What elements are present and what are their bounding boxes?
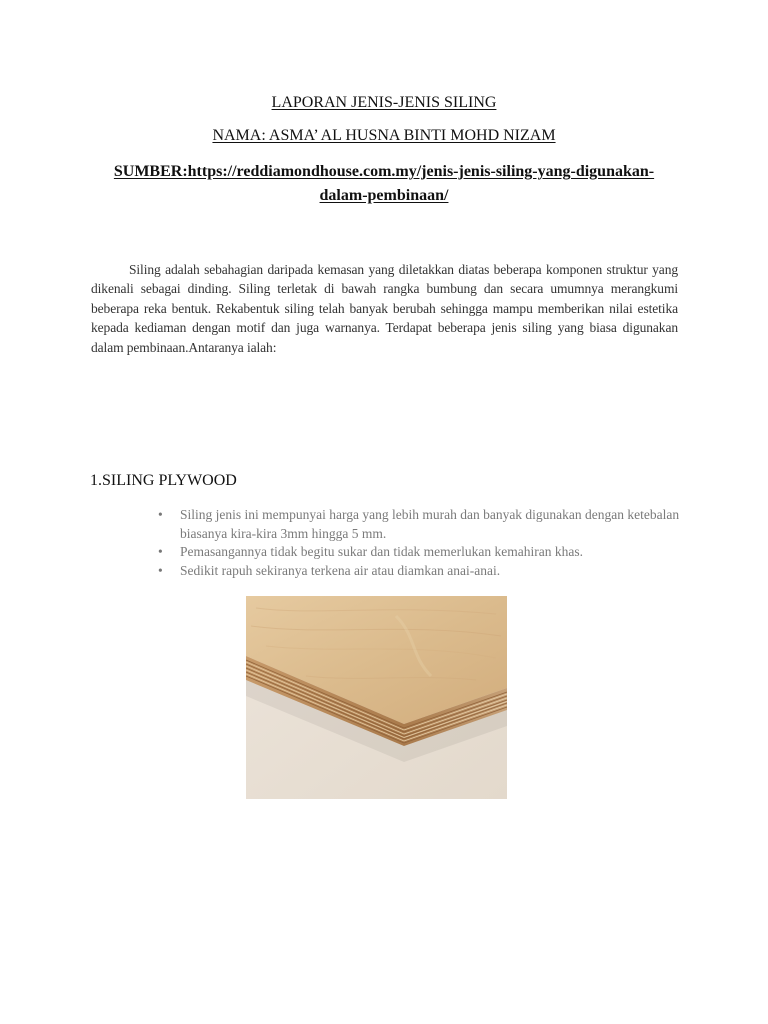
report-title: LAPORAN JENIS-JENIS SILING [271,94,497,111]
bullet-text: Pemasangannya tidak begitu sukar dan tidak memerlukan kemahiran khas. [180,544,584,559]
bullet-text: Sedikit rapuh sekiranya terkena air atau diamkan anai-anai. [180,562,501,578]
bullet-icon: • [158,562,163,578]
bullet-icon: • [158,544,163,559]
list-item [158,543,688,562]
plywood-bullet-list [158,506,688,580]
source-link[interactable]: SUMBER:https://reddiamondhouse.com.my/jenis-jenis-siling-yang-digunakan-dalam-pembinaan/ [113,163,655,204]
list-item [158,506,688,543]
author-name: NAMA: ASMA’ AL HUSNA BINTI MOHD NIZAM [212,127,556,144]
plywood-image [246,596,507,799]
section-heading-plywood: 1.SILING PLYWOOD [90,472,237,489]
list-item [158,562,688,581]
bullet-icon: • [158,507,163,522]
intro-paragraph: Siling adalah sebahagian daripada kemasan yang diletakkan diatas beberapa komponen struktur yang dikenali sebagai dinding. Siling terletak di bawah rangka bumbung dan secara umumnya merangkumi beberapa reka bentuk. Rekabentuk siling telah banyak berubah sehingga mampu memberikan nilai estetika kepada kediaman dengan motif dan juga warnanya. Terdapat beberapa jenis siling yang biasa digunakan dalam pembinaan.Antaranya ialah: [91,261,678,355]
bullet-text: Siling jenis ini mempunyai harga yang lebih murah dan banyak digunakan dengan ketebalan biasanya kira-kira 3mm hingga 5 mm. [180,507,680,541]
